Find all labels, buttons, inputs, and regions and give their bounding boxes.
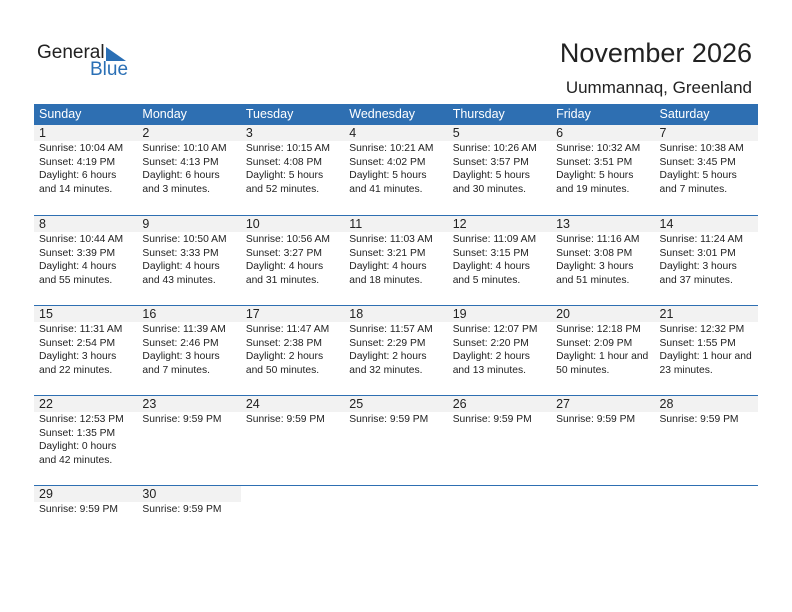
day-info-line: Sunrise: 9:59 PM <box>245 414 325 425</box>
day-info-line: Sunset: 2:09 PM <box>556 337 633 349</box>
day-info-line: Sunset: 2:20 PM <box>452 337 529 349</box>
empty-cell <box>551 486 654 575</box>
day-info-line: Sunset: 2:54 PM <box>39 337 116 349</box>
day-info-line: Sunset: 2:46 PM <box>142 337 219 349</box>
day-info-line: Daylight: 3 hours <box>659 261 737 272</box>
day-info-line: and 13 minutes. <box>452 364 526 376</box>
day-info-line: and 3 minutes. <box>142 183 210 195</box>
day-info-line: Sunrise: 10:21 AM <box>349 143 434 154</box>
day-info-line: Sunrise: 12:32 PM <box>659 324 745 335</box>
day-number: 18 <box>344 306 447 322</box>
day-cell <box>137 125 240 215</box>
day-info-line: Sunrise: 10:50 AM <box>142 234 227 245</box>
day-cell <box>34 396 137 485</box>
day-info-line: and 19 minutes. <box>556 183 630 195</box>
weekday-friday: Friday <box>556 107 591 121</box>
day-cell <box>655 306 758 395</box>
week-row <box>34 215 758 305</box>
day-info-line: and 32 minutes. <box>349 364 423 376</box>
day-info-line: Sunset: 4:19 PM <box>39 156 116 168</box>
day-info <box>241 322 344 377</box>
day-info-line: Daylight: 2 hours <box>245 351 324 362</box>
day-info <box>655 141 758 196</box>
day-cell <box>137 396 240 485</box>
day-cell <box>448 125 551 215</box>
day-info-line: and 22 minutes. <box>39 364 113 376</box>
day-info-line: Daylight: 4 hours <box>452 261 530 272</box>
day-cell <box>344 396 447 485</box>
day-number: 21 <box>655 306 758 322</box>
day-cell <box>241 306 344 395</box>
day-info-line: and 31 minutes. <box>245 274 320 286</box>
day-cell <box>448 306 551 395</box>
day-info-line: Daylight: 4 hours <box>142 261 220 272</box>
day-cell <box>241 396 344 485</box>
day-info-line: Sunrise: 11:31 AM <box>39 324 123 335</box>
day-info-line: and 41 minutes. <box>349 183 423 195</box>
day-info <box>34 412 137 467</box>
day-cell <box>241 216 344 305</box>
weekday-wednesday: Wednesday <box>349 107 416 121</box>
day-info-line: Sunrise: 12:07 PM <box>452 324 538 335</box>
day-number: 15 <box>34 306 137 322</box>
day-number: 29 <box>34 486 137 502</box>
day-info-line: Daylight: 1 hour and <box>556 351 649 362</box>
day-info <box>551 232 654 287</box>
empty-cell <box>241 486 344 575</box>
day-info-line: Sunrise: 10:32 AM <box>556 143 641 154</box>
weekday-thursday: Thursday <box>452 107 505 121</box>
weekday-tuesday: Tuesday <box>245 107 294 121</box>
day-info-line: Daylight: 6 hours <box>142 170 220 181</box>
day-info <box>655 232 758 287</box>
day-number: 14 <box>655 216 758 232</box>
day-info-line: Sunset: 3:15 PM <box>452 247 529 259</box>
day-info-line: Sunrise: 11:03 AM <box>349 234 433 245</box>
day-info <box>137 232 240 287</box>
day-info <box>448 232 551 287</box>
day-info <box>34 141 137 196</box>
empty-cell <box>655 486 758 575</box>
day-info-line: Sunset: 3:57 PM <box>452 156 529 168</box>
day-info-line: Sunset: 2:38 PM <box>245 337 322 349</box>
day-info-line: Sunrise: 10:26 AM <box>452 143 537 154</box>
day-info <box>655 412 758 427</box>
day-cell <box>655 125 758 215</box>
weekday-header <box>34 104 758 125</box>
day-info-line: 23 minutes. <box>659 364 713 376</box>
day-number: 23 <box>137 396 240 412</box>
day-info-line: Sunrise: 9:59 PM <box>142 504 222 515</box>
day-number: 26 <box>448 396 551 412</box>
day-info <box>241 412 344 427</box>
day-info-line: and 43 minutes. <box>142 274 216 286</box>
day-info-line: Sunrise: 10:10 AM <box>142 143 227 154</box>
day-number: 30 <box>137 486 240 502</box>
day-info-line: Daylight: 5 hours <box>452 170 530 181</box>
weekday-saturday: Saturday <box>659 107 710 121</box>
day-info-line: Daylight: 1 hour and <box>659 351 752 362</box>
day-info-line: Daylight: 2 hours <box>349 351 427 362</box>
day-info-line: Daylight: 3 hours <box>556 261 634 272</box>
day-info-line: Daylight: 2 hours <box>452 351 530 362</box>
day-info-line: Sunset: 4:13 PM <box>142 156 219 168</box>
day-info-line: and 42 minutes. <box>39 454 113 466</box>
day-cell <box>344 216 447 305</box>
day-info-line: Daylight: 4 hours <box>39 261 117 272</box>
day-info <box>137 141 240 196</box>
day-info <box>344 322 447 377</box>
day-info <box>448 141 551 196</box>
day-info-line: Sunset: 3:45 PM <box>659 156 736 168</box>
day-number: 12 <box>448 216 551 232</box>
day-info-line: Daylight: 5 hours <box>349 170 427 181</box>
day-number: 2 <box>137 125 240 141</box>
day-info <box>551 412 654 427</box>
day-number: 3 <box>241 125 344 141</box>
day-info-line: Sunset: 3:08 PM <box>556 247 633 259</box>
day-number: 16 <box>137 306 240 322</box>
day-info-line: Sunrise: 11:39 AM <box>142 324 226 335</box>
day-info-line: Sunset: 3:01 PM <box>659 247 736 259</box>
day-number: 6 <box>551 125 654 141</box>
day-info-line: Daylight: 0 hours <box>39 441 117 452</box>
day-number: 8 <box>34 216 137 232</box>
day-cell <box>551 125 654 215</box>
day-info <box>344 141 447 196</box>
day-info-line: Sunset: 4:02 PM <box>349 156 426 168</box>
day-info <box>137 322 240 377</box>
calendar <box>34 104 758 575</box>
day-info-line: Daylight: 5 hours <box>556 170 634 181</box>
day-number: 20 <box>551 306 654 322</box>
day-info-line: and 50 minutes. <box>245 364 320 376</box>
day-cell <box>137 216 240 305</box>
day-number: 28 <box>655 396 758 412</box>
day-info-line: Sunrise: 9:59 PM <box>556 414 636 425</box>
day-info-line: Sunset: 3:39 PM <box>39 247 116 259</box>
week-row <box>34 125 758 215</box>
day-info <box>448 322 551 377</box>
day-number: 24 <box>241 396 344 412</box>
day-cell <box>344 125 447 215</box>
day-info <box>551 322 654 377</box>
day-cell <box>448 216 551 305</box>
day-info-line: Sunset: 1:55 PM <box>659 337 736 349</box>
day-cell <box>448 396 551 485</box>
day-info-line: and 7 minutes. <box>659 183 728 195</box>
day-info-line: Sunrise: 9:59 PM <box>142 414 222 425</box>
day-info-line: 50 minutes. <box>556 364 610 376</box>
day-cell <box>34 306 137 395</box>
day-info-line: Sunrise: 10:38 AM <box>659 143 744 154</box>
day-info-line: Sunset: 2:29 PM <box>349 337 426 349</box>
empty-cell <box>448 486 551 575</box>
week-row <box>34 395 758 485</box>
day-info-line: Sunrise: 12:18 PM <box>556 324 641 335</box>
day-info-line: Daylight: 4 hours <box>245 261 324 272</box>
day-info <box>344 232 447 287</box>
day-cell <box>551 216 654 305</box>
day-info-line: Sunrise: 10:56 AM <box>245 234 330 245</box>
page-title: November 2026 <box>559 38 752 68</box>
day-info <box>448 412 551 427</box>
day-info <box>241 232 344 287</box>
day-info-line: and 5 minutes. <box>452 274 521 286</box>
day-number: 5 <box>448 125 551 141</box>
day-number: 11 <box>344 216 447 232</box>
day-cell <box>551 306 654 395</box>
day-info <box>551 141 654 196</box>
day-number: 7 <box>655 125 758 141</box>
day-info-line: Sunrise: 9:59 PM <box>349 414 429 425</box>
day-info-line: Sunset: 3:51 PM <box>556 156 633 168</box>
day-cell <box>655 396 758 485</box>
day-info-line: Sunset: 1:35 PM <box>39 427 116 439</box>
day-number: 10 <box>241 216 344 232</box>
day-info-line: and 51 minutes. <box>556 274 630 286</box>
day-info-line: Sunrise: 9:59 PM <box>39 504 118 515</box>
week-row <box>34 305 758 395</box>
day-info-line: Daylight: 5 hours <box>659 170 737 181</box>
day-info-line: Sunrise: 11:09 AM <box>452 234 537 245</box>
day-number: 1 <box>34 125 137 141</box>
day-info-line: Sunrise: 12:53 PM <box>39 414 124 425</box>
day-cell <box>137 486 240 575</box>
day-cell <box>34 216 137 305</box>
day-info <box>137 412 240 427</box>
day-info-line: and 30 minutes. <box>452 183 526 195</box>
day-info <box>344 412 447 427</box>
day-info-line: and 14 minutes. <box>39 183 113 195</box>
day-info-line: Sunrise: 11:24 AM <box>659 234 743 245</box>
day-info <box>137 502 240 517</box>
week-row <box>34 485 758 575</box>
day-info-line: Sunrise: 11:57 AM <box>349 324 433 335</box>
day-info-line: Sunrise: 10:15 AM <box>245 143 330 154</box>
location-subtitle: Uummannaq, Greenland <box>565 78 752 97</box>
day-cell <box>137 306 240 395</box>
day-info-line: Sunrise: 10:44 AM <box>39 234 124 245</box>
day-info-line: and 7 minutes. <box>142 364 210 376</box>
day-info-line: Daylight: 3 hours <box>142 351 220 362</box>
day-info-line: Daylight: 4 hours <box>349 261 427 272</box>
day-cell <box>34 125 137 215</box>
day-cell <box>344 306 447 395</box>
day-info-line: Sunset: 3:21 PM <box>349 247 426 259</box>
empty-cell <box>344 486 447 575</box>
day-number: 25 <box>344 396 447 412</box>
day-info <box>34 502 137 517</box>
day-info-line: Daylight: 6 hours <box>39 170 117 181</box>
day-info <box>655 322 758 377</box>
day-cell <box>655 216 758 305</box>
day-info-line: Sunset: 3:27 PM <box>245 247 322 259</box>
day-info-line: and 18 minutes. <box>349 274 423 286</box>
day-number: 27 <box>551 396 654 412</box>
day-info <box>34 322 137 377</box>
day-info-line: and 52 minutes. <box>245 183 320 195</box>
day-number: 4 <box>344 125 447 141</box>
weekday-sunday: Sunday <box>39 107 82 121</box>
calendar-body <box>34 125 758 575</box>
day-cell <box>241 125 344 215</box>
day-info-line: Sunrise: 11:47 AM <box>245 324 330 335</box>
day-info-line: and 55 minutes. <box>39 274 113 286</box>
day-info <box>34 232 137 287</box>
day-info-line: Sunrise: 10:04 AM <box>39 143 124 154</box>
day-number: 13 <box>551 216 654 232</box>
day-info-line: Daylight: 3 hours <box>39 351 117 362</box>
day-number: 17 <box>241 306 344 322</box>
day-number: 22 <box>34 396 137 412</box>
logo-blue-text: Blue <box>90 59 129 80</box>
day-info <box>241 141 344 196</box>
logo-general-text: General <box>37 42 105 63</box>
weekday-monday: Monday <box>142 107 187 121</box>
day-info-line: Sunrise: 9:59 PM <box>452 414 532 425</box>
day-cell <box>34 486 137 575</box>
day-cell <box>551 396 654 485</box>
day-info-line: Sunset: 4:08 PM <box>245 156 322 168</box>
day-info-line: Sunrise: 11:16 AM <box>556 234 640 245</box>
day-info-line: and 37 minutes. <box>659 274 733 286</box>
day-number: 9 <box>137 216 240 232</box>
day-info-line: Daylight: 5 hours <box>245 170 324 181</box>
day-info-line: Sunrise: 9:59 PM <box>659 414 739 425</box>
day-info-line: Sunset: 3:33 PM <box>142 247 219 259</box>
day-number: 19 <box>448 306 551 322</box>
